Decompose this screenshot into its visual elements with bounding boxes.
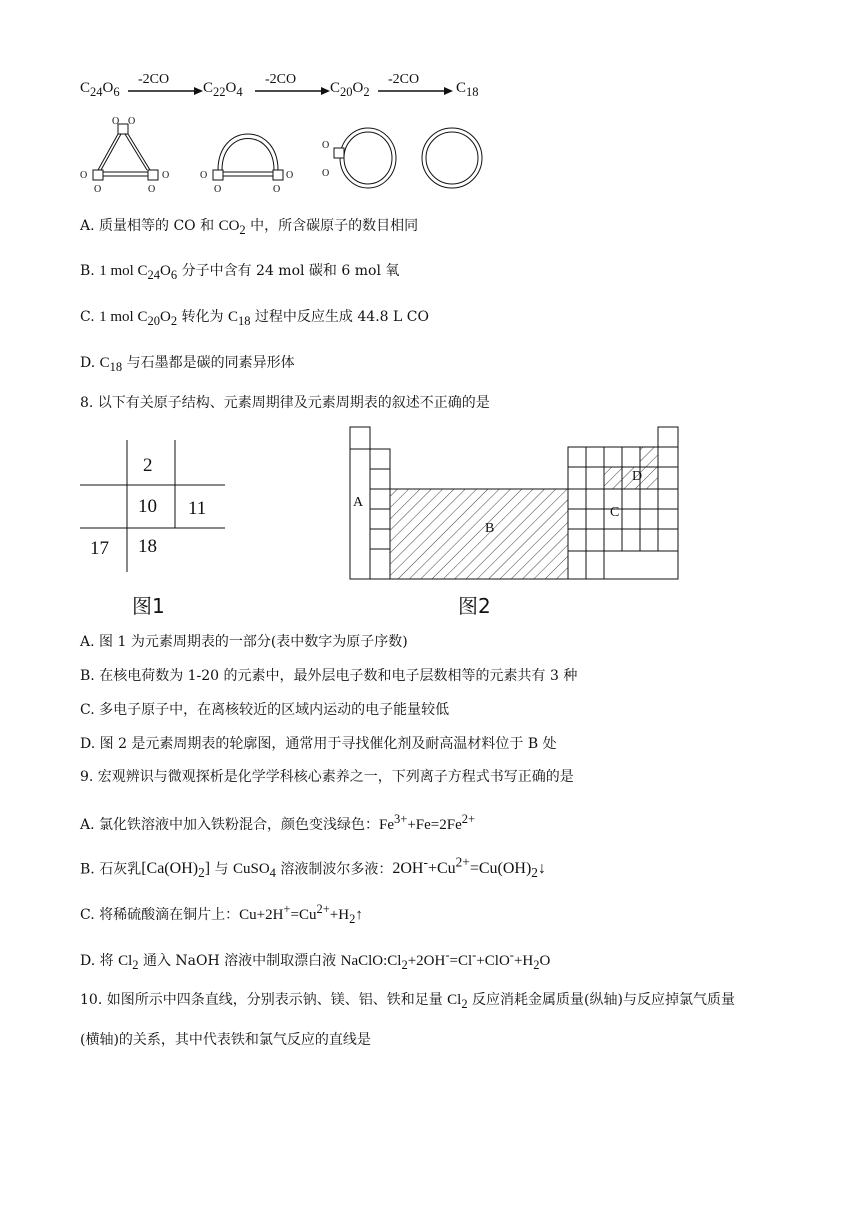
q7-option-c: C. 1 mol $C_{20}O_2$ 转化为 $C_{18}$ 过程中反应生成 44.8 L CO <box>80 309 429 328</box>
q7-option-b: B. 1 mol $C_{24}O_6$ 分子中含有 24 mol 碳和 6 mol 氧 <box>80 263 400 282</box>
molecule-c22o4 <box>200 134 293 195</box>
svg-text:O: O <box>162 170 170 181</box>
figure-1 <box>80 440 230 620</box>
figure-2-caption: 图2 <box>458 594 491 618</box>
q9-option-a: A. 氯化铁溶液中加入铁粉混合，颜色变浅绿色：$Fe^{3+}+Fe=2Fe^{2+}$ <box>80 812 476 833</box>
q9-option-d: D. 将 $Cl_2$ 通入 NaOH 溶液中制取漂白液 $NaClO:Cl_2+2OH^-=Cl^-+ClO^-+H_2O$ <box>80 948 551 972</box>
formula-c18: $C_{18}$ <box>456 80 479 99</box>
svg-text:O: O <box>128 116 136 127</box>
cell-17: 17 <box>90 538 109 559</box>
formula-c22o4: $C_{22}O_4$ <box>203 80 243 99</box>
arrow-label-3: -2CO <box>388 72 420 87</box>
svg-text:O: O <box>214 184 222 195</box>
q7-option-a: A. 质量相等的 CO 和 $CO_2$ 中，所含碳原子的数目相同 <box>80 218 419 237</box>
svg-text:O: O <box>80 170 88 181</box>
q8-option-b: B. 在核电荷数为 1-20 的元素中，最外层电子数和电子层数相等的元素共有 3 种 <box>80 668 578 684</box>
svg-text:O: O <box>148 184 156 195</box>
svg-text:O: O <box>322 168 330 179</box>
svg-text:O: O <box>286 170 294 181</box>
q8-option-c: C. 多电子原子中，在离核较近的区域内运动的电子能量较低 <box>80 702 450 718</box>
label-c: C <box>610 505 620 520</box>
label-d: D <box>632 469 643 484</box>
svg-text:O: O <box>112 116 120 127</box>
label-b: B <box>485 521 495 536</box>
q8-option-d: D. 图 2 是元素周期表的轮廓图，通常用于寻找催化剂及耐高温材料位于 B 处 <box>80 736 557 752</box>
arrow-label-1: -2CO <box>138 72 170 87</box>
reaction-chain <box>78 72 498 108</box>
q8-stem: 8. 以下有关原子结构、元素周期律及元素周期表的叙述不正确的是 <box>80 395 490 411</box>
arrow-1 <box>128 86 203 96</box>
q9-stem: 9. 宏观辨识与微观探析是化学学科核心素养之一，下列离子方程式书写正确的是 <box>80 769 574 785</box>
arrow-3 <box>378 86 453 96</box>
q8-option-a: A. 图 1 为元素周期表的一部分(表中数字为原子序数) <box>80 634 408 650</box>
molecule-structures <box>78 112 498 202</box>
svg-text:O: O <box>200 170 208 181</box>
q10-line-1: 10. 如图所示中四条直线，分别表示钠、镁、铝、铁和足量 $Cl_2$ 反应消耗金属质量(纵轴)与反应掉氯气质量 <box>80 992 735 1011</box>
cell-18: 18 <box>138 536 157 557</box>
svg-text:O: O <box>322 140 330 151</box>
cell-2: 2 <box>143 455 153 476</box>
q7-option-d: D. $C_{18}$ 与石墨都是碳的同素异形体 <box>80 355 295 374</box>
molecule-c18-ring <box>422 128 482 188</box>
cell-11: 11 <box>188 498 207 519</box>
figure-2-outline <box>348 425 688 585</box>
svg-text:O: O <box>273 184 281 195</box>
label-a: A <box>353 495 364 510</box>
arrow-label-2: -2CO <box>265 72 297 87</box>
figure-2 <box>348 425 688 625</box>
molecule-c20o2 <box>322 128 396 188</box>
formula-c24o6: $C_{24}O_6$ <box>80 80 120 99</box>
arrow-2 <box>255 86 330 96</box>
cell-10: 10 <box>138 496 157 517</box>
figure-1-caption: 图1 <box>132 594 165 618</box>
svg-text:O: O <box>94 184 102 195</box>
molecule-c24o6 <box>80 116 169 195</box>
formula-c20o2: $C_{20}O_2$ <box>330 80 370 99</box>
q9-option-b: B. 石灰乳$[Ca(OH)_2]$ 与 CuSO$_4$ 溶液制波尔多液：$2OH^-+Cu^{2+}=Cu(OH)_2↓$ <box>80 855 546 881</box>
q10-line-2: (横轴)的关系，其中代表铁和氯气反应的直线是 <box>80 1032 371 1048</box>
q9-option-c: C. 将稀硫酸滴在铜片上：$Cu+2H^+=Cu^{2+}+H_2↑$ <box>80 902 363 926</box>
